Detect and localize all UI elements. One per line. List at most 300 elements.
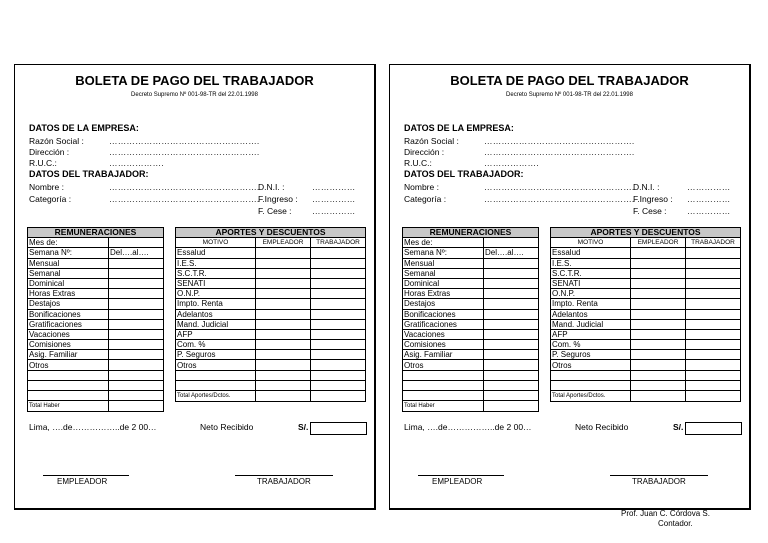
currency-label: S/. bbox=[673, 422, 684, 432]
concept-label: Comisiones bbox=[28, 340, 109, 350]
trabajador-cell[interactable] bbox=[686, 329, 741, 339]
motivo-label bbox=[551, 380, 631, 390]
table-row bbox=[403, 299, 539, 309]
table-row bbox=[176, 258, 366, 268]
cese-label: F. Cese : bbox=[633, 206, 667, 216]
concept-label: Horas Extras bbox=[403, 289, 484, 299]
trabajador-cell[interactable] bbox=[686, 299, 741, 309]
trabajador-cell[interactable] bbox=[311, 380, 366, 390]
motivo-label: SENATI bbox=[551, 278, 631, 288]
table-row bbox=[176, 268, 366, 278]
table-row bbox=[28, 360, 164, 370]
empleador-cell[interactable] bbox=[631, 278, 686, 288]
categoria-label: Categoría : bbox=[29, 194, 72, 204]
empleador-cell[interactable] bbox=[256, 299, 311, 309]
amount-cell[interactable] bbox=[109, 299, 164, 309]
total-haber-label: Total Haber bbox=[28, 401, 109, 412]
trabajador-cell[interactable] bbox=[311, 340, 366, 350]
concept-label: Otros bbox=[403, 360, 484, 370]
amount-cell[interactable] bbox=[109, 340, 164, 350]
amount-cell[interactable] bbox=[109, 380, 164, 390]
motivo-label bbox=[551, 370, 631, 380]
ruc-label: R.U.C.: bbox=[29, 158, 57, 168]
trabajador-cell[interactable] bbox=[686, 248, 741, 258]
amount-cell[interactable] bbox=[484, 268, 539, 278]
table-row bbox=[28, 391, 164, 401]
amount-cell[interactable] bbox=[484, 380, 539, 390]
table-row bbox=[176, 350, 366, 360]
ingreso-field[interactable]: …………… bbox=[312, 194, 356, 204]
motivo-label: Adelantos bbox=[551, 309, 631, 319]
accountant-name: Prof. Juan C. Córdova S. bbox=[621, 509, 710, 518]
table-row bbox=[403, 329, 539, 339]
total-haber-label: Total Haber bbox=[403, 401, 484, 412]
dni-label: D.N.I. : bbox=[633, 182, 660, 192]
table-row bbox=[551, 370, 741, 380]
remuneraciones-table bbox=[402, 227, 539, 412]
table-row bbox=[28, 248, 164, 258]
ruc-field[interactable]: ………………. bbox=[109, 158, 164, 168]
total-row bbox=[403, 401, 539, 412]
dni-field[interactable]: …………… bbox=[312, 182, 356, 192]
empleador-cell[interactable] bbox=[631, 370, 686, 380]
aportes-descuentos-table bbox=[175, 227, 366, 402]
concept-label bbox=[403, 380, 484, 390]
remuneraciones-header: REMUNERACIONES bbox=[28, 228, 164, 238]
motivo-label: AFP bbox=[176, 329, 256, 339]
table-row bbox=[403, 370, 539, 380]
trabajador-cell[interactable] bbox=[686, 360, 741, 370]
table-row bbox=[28, 350, 164, 360]
table-row bbox=[551, 360, 741, 370]
semana-value[interactable]: Del….al…. bbox=[484, 248, 539, 258]
amount-cell[interactable] bbox=[109, 258, 164, 268]
table-row bbox=[403, 360, 539, 370]
concept-label bbox=[28, 391, 109, 401]
motivo-label: Impto. Renta bbox=[551, 299, 631, 309]
table-row bbox=[176, 309, 366, 319]
decree-text: Decreto Supremo Nº 001-98-TR del 22.01.1998 bbox=[506, 92, 633, 98]
motivo-label bbox=[176, 370, 256, 380]
table-row bbox=[551, 329, 741, 339]
concept-label: Otros bbox=[28, 360, 109, 370]
empleador-cell[interactable] bbox=[256, 248, 311, 258]
motivo-label: SENATI bbox=[176, 278, 256, 288]
table-row bbox=[551, 248, 741, 258]
column-header-empleador: EMPLEADOR bbox=[256, 238, 311, 248]
trabajador-cell[interactable] bbox=[686, 380, 741, 390]
empleador-cell[interactable] bbox=[256, 329, 311, 339]
amount-cell[interactable] bbox=[109, 370, 164, 380]
empleador-cell[interactable] bbox=[631, 319, 686, 329]
ingreso-label: F.Ingreso : bbox=[258, 194, 298, 204]
empleador-cell[interactable] bbox=[631, 329, 686, 339]
table-header-row bbox=[28, 228, 164, 238]
amount-cell[interactable] bbox=[109, 329, 164, 339]
table-row bbox=[176, 340, 366, 350]
table-row bbox=[403, 289, 539, 299]
motivo-label: Essalud bbox=[176, 248, 256, 258]
column-header-motivo: MOTIVO bbox=[176, 238, 256, 248]
total-haber-cell[interactable] bbox=[109, 401, 164, 412]
table-row bbox=[28, 258, 164, 268]
nombre-label: Nombre : bbox=[29, 182, 64, 192]
table-row bbox=[28, 238, 164, 248]
table-row bbox=[551, 299, 741, 309]
company-heading: DATOS DE LA EMPRESA: bbox=[404, 123, 514, 133]
amount-cell[interactable] bbox=[484, 329, 539, 339]
amount-cell[interactable] bbox=[484, 258, 539, 268]
remuneraciones-table bbox=[27, 227, 164, 412]
table-row bbox=[551, 268, 741, 278]
trabajador-cell[interactable] bbox=[686, 278, 741, 288]
amount-cell[interactable] bbox=[484, 350, 539, 360]
table-row bbox=[176, 329, 366, 339]
motivo-label: Otros bbox=[551, 360, 631, 370]
concept-label: Horas Extras bbox=[28, 289, 109, 299]
table-header-row bbox=[403, 228, 539, 238]
amount-cell[interactable] bbox=[484, 340, 539, 350]
ruc-field[interactable]: ………………. bbox=[484, 158, 539, 168]
empleador-cell[interactable] bbox=[256, 319, 311, 329]
amount-cell[interactable] bbox=[484, 309, 539, 319]
pay-slip-left bbox=[14, 64, 376, 510]
table-row bbox=[176, 289, 366, 299]
table-row bbox=[403, 380, 539, 390]
empleador-cell[interactable] bbox=[631, 248, 686, 258]
column-header-row bbox=[551, 238, 741, 248]
motivo-label bbox=[176, 380, 256, 390]
amount-cell[interactable] bbox=[484, 319, 539, 329]
concept-label: Semanal bbox=[403, 268, 484, 278]
slip-title: BOLETA DE PAGO DEL TRABAJADOR bbox=[450, 73, 689, 88]
table-row bbox=[551, 350, 741, 360]
trabajador-cell[interactable] bbox=[311, 248, 366, 258]
motivo-label: Essalud bbox=[551, 248, 631, 258]
table-row bbox=[176, 319, 366, 329]
dni-field[interactable]: …………… bbox=[687, 182, 731, 192]
accountant-role: Contador. bbox=[658, 519, 693, 528]
motivo-label: Impto. Renta bbox=[176, 299, 256, 309]
table-row bbox=[551, 340, 741, 350]
nombre-label: Nombre : bbox=[404, 182, 439, 192]
lima-date-line: Lima, ….de……………..de 2 00… bbox=[29, 422, 157, 432]
table-row bbox=[176, 278, 366, 288]
motivo-label: S.C.T.R. bbox=[176, 268, 256, 278]
empleador-cell[interactable] bbox=[256, 268, 311, 278]
trabajador-cell[interactable] bbox=[311, 319, 366, 329]
motivo-label: O.N.P. bbox=[176, 289, 256, 299]
motivo-label: Mand. Judicial bbox=[551, 319, 631, 329]
table-row bbox=[403, 238, 539, 248]
neto-amount-box[interactable] bbox=[310, 422, 367, 435]
mes-field[interactable] bbox=[109, 238, 164, 248]
direccion-field[interactable]: ……………………………………………. bbox=[109, 147, 260, 157]
amount-cell[interactable] bbox=[109, 350, 164, 360]
motivo-label: Otros bbox=[176, 360, 256, 370]
signature-line-empleador bbox=[43, 475, 129, 476]
razon-social-field[interactable]: ……………………………………………. bbox=[484, 136, 635, 146]
table-row bbox=[551, 258, 741, 268]
table-row bbox=[551, 289, 741, 299]
motivo-label: I.E.S. bbox=[551, 258, 631, 268]
table-header-row bbox=[176, 228, 366, 238]
trabajador-cell[interactable] bbox=[686, 340, 741, 350]
dni-label: D.N.I. : bbox=[258, 182, 285, 192]
motivo-label: O.N.P. bbox=[551, 289, 631, 299]
concept-label: Bonificaciones bbox=[28, 309, 109, 319]
categoria-field[interactable]: ……………………………………………. bbox=[109, 194, 260, 204]
amount-cell[interactable] bbox=[484, 391, 539, 401]
table-row bbox=[28, 319, 164, 329]
nombre-field[interactable]: ……………………………………………. bbox=[484, 182, 635, 192]
ruc-label: R.U.C.: bbox=[404, 158, 432, 168]
aportes-descuentos-table bbox=[550, 227, 741, 402]
table-row bbox=[403, 309, 539, 319]
table-row bbox=[176, 380, 366, 390]
cese-label: F. Cese : bbox=[258, 206, 292, 216]
razon-social-label: Razón Social : bbox=[29, 136, 84, 146]
table-row bbox=[403, 268, 539, 278]
ingreso-label: F.Ingreso : bbox=[633, 194, 673, 204]
trabajador-cell[interactable] bbox=[311, 268, 366, 278]
empleador-cell[interactable] bbox=[256, 380, 311, 390]
table-row bbox=[403, 340, 539, 350]
motivo-label: Com. % bbox=[551, 340, 631, 350]
aportes-header: APORTES Y DESCUENTOS bbox=[176, 228, 366, 238]
empleador-signature-label: EMPLEADOR bbox=[432, 477, 483, 486]
trabajador-cell[interactable] bbox=[686, 268, 741, 278]
cese-field[interactable]: …………… bbox=[312, 206, 356, 216]
concept-label: Vacaciones bbox=[403, 329, 484, 339]
trabajador-cell[interactable] bbox=[311, 258, 366, 268]
amount-cell[interactable] bbox=[484, 360, 539, 370]
amount-cell[interactable] bbox=[484, 289, 539, 299]
trabajador-cell[interactable] bbox=[311, 289, 366, 299]
total-trabajador-cell[interactable] bbox=[686, 391, 741, 402]
aportes-header: APORTES Y DESCUENTOS bbox=[551, 228, 741, 238]
worker-heading: DATOS DEL TRABAJADOR: bbox=[29, 169, 149, 179]
table-row bbox=[403, 319, 539, 329]
trabajador-cell[interactable] bbox=[686, 370, 741, 380]
trabajador-cell[interactable] bbox=[311, 278, 366, 288]
table-row bbox=[176, 370, 366, 380]
empleador-cell[interactable] bbox=[631, 299, 686, 309]
column-header-trabajador: TRABAJADOR bbox=[686, 238, 741, 248]
currency-label: S/. bbox=[298, 422, 309, 432]
concept-label: Dominical bbox=[403, 278, 484, 288]
neto-amount-box[interactable] bbox=[685, 422, 742, 435]
empleador-cell[interactable] bbox=[256, 360, 311, 370]
nombre-field[interactable]: ……………………………………………. bbox=[109, 182, 260, 192]
mes-field[interactable] bbox=[484, 238, 539, 248]
amount-cell[interactable] bbox=[109, 278, 164, 288]
decree-text: Decreto Supremo Nº 001-98-TR del 22.01.1998 bbox=[131, 92, 258, 98]
motivo-label: P. Seguros bbox=[551, 350, 631, 360]
motivo-label: Adelantos bbox=[176, 309, 256, 319]
table-row bbox=[403, 391, 539, 401]
trabajador-signature-label: TRABAJADOR bbox=[632, 477, 686, 486]
trabajador-cell[interactable] bbox=[686, 258, 741, 268]
total-row bbox=[28, 401, 164, 412]
motivo-label: AFP bbox=[551, 329, 631, 339]
total-haber-cell[interactable] bbox=[484, 401, 539, 412]
remuneraciones-header: REMUNERACIONES bbox=[403, 228, 539, 238]
empleador-cell[interactable] bbox=[631, 309, 686, 319]
amount-cell[interactable] bbox=[109, 319, 164, 329]
concept-label: Mensual bbox=[28, 258, 109, 268]
table-row bbox=[551, 278, 741, 288]
trabajador-cell[interactable] bbox=[686, 309, 741, 319]
concept-label: Bonificaciones bbox=[403, 309, 484, 319]
amount-cell[interactable] bbox=[484, 299, 539, 309]
pay-slip-right bbox=[389, 64, 751, 510]
trabajador-cell[interactable] bbox=[311, 329, 366, 339]
trabajador-cell[interactable] bbox=[686, 350, 741, 360]
concept-label bbox=[28, 380, 109, 390]
categoria-label: Categoría : bbox=[404, 194, 447, 204]
empleador-cell[interactable] bbox=[631, 289, 686, 299]
signature-line-trabajador bbox=[610, 475, 708, 476]
empleador-cell[interactable] bbox=[631, 350, 686, 360]
concept-label: Mensual bbox=[403, 258, 484, 268]
empleador-cell[interactable] bbox=[631, 360, 686, 370]
trabajador-cell[interactable] bbox=[311, 360, 366, 370]
concept-label: Asig. Familiar bbox=[403, 350, 484, 360]
empleador-cell[interactable] bbox=[631, 258, 686, 268]
company-heading: DATOS DE LA EMPRESA: bbox=[29, 123, 139, 133]
column-header-empleador: EMPLEADOR bbox=[631, 238, 686, 248]
motivo-label: P. Seguros bbox=[176, 350, 256, 360]
concept-label: Comisiones bbox=[403, 340, 484, 350]
concept-label: Gratificaciones bbox=[28, 319, 109, 329]
empleador-cell[interactable] bbox=[631, 340, 686, 350]
empleador-cell[interactable] bbox=[256, 258, 311, 268]
table-row bbox=[176, 360, 366, 370]
neto-recibido-label: Neto Recibido bbox=[200, 422, 254, 432]
cese-field[interactable]: …………… bbox=[687, 206, 731, 216]
empleador-cell[interactable] bbox=[631, 268, 686, 278]
amount-cell[interactable] bbox=[109, 391, 164, 401]
trabajador-cell[interactable] bbox=[311, 350, 366, 360]
total-trabajador-cell[interactable] bbox=[311, 391, 366, 402]
motivo-label: I.E.S. bbox=[176, 258, 256, 268]
empleador-signature-label: EMPLEADOR bbox=[57, 477, 108, 486]
empleador-cell[interactable] bbox=[631, 380, 686, 390]
empleador-cell[interactable] bbox=[256, 350, 311, 360]
table-row bbox=[28, 329, 164, 339]
table-row bbox=[403, 248, 539, 258]
table-row bbox=[551, 380, 741, 390]
table-header-row bbox=[551, 228, 741, 238]
table-row bbox=[176, 299, 366, 309]
trabajador-cell[interactable] bbox=[311, 309, 366, 319]
empleador-cell[interactable] bbox=[256, 340, 311, 350]
column-header-trabajador: TRABAJADOR bbox=[311, 238, 366, 248]
motivo-label: Com. % bbox=[176, 340, 256, 350]
trabajador-cell[interactable] bbox=[311, 370, 366, 380]
semana-label: Semana Nº: bbox=[403, 248, 484, 258]
motivo-label: Mand. Judicial bbox=[176, 319, 256, 329]
table-row bbox=[403, 258, 539, 268]
concept-label: Dominical bbox=[28, 278, 109, 288]
signature-line-empleador bbox=[418, 475, 504, 476]
direccion-label: Dirección : bbox=[404, 147, 445, 157]
table-row bbox=[176, 248, 366, 258]
column-header-motivo: MOTIVO bbox=[551, 238, 631, 248]
neto-recibido-label: Neto Recibido bbox=[575, 422, 629, 432]
semana-value[interactable]: Del….al…. bbox=[109, 248, 164, 258]
total-empleador-cell[interactable] bbox=[631, 391, 686, 402]
table-row bbox=[28, 278, 164, 288]
ingreso-field[interactable]: …………… bbox=[687, 194, 731, 204]
motivo-label: S.C.T.R. bbox=[551, 268, 631, 278]
total-aportes-label: Total Aportes/Dctos. bbox=[176, 391, 256, 402]
amount-cell[interactable] bbox=[484, 278, 539, 288]
total-empleador-cell[interactable] bbox=[256, 391, 311, 402]
concept-label: Asig. Familiar bbox=[28, 350, 109, 360]
table-row bbox=[28, 309, 164, 319]
mes-label: Mes de: bbox=[28, 238, 109, 248]
empleador-cell[interactable] bbox=[256, 278, 311, 288]
amount-cell[interactable] bbox=[109, 289, 164, 299]
total-row bbox=[551, 391, 741, 402]
semana-label: Semana Nº: bbox=[28, 248, 109, 258]
empleador-cell[interactable] bbox=[256, 289, 311, 299]
amount-cell[interactable] bbox=[109, 309, 164, 319]
total-aportes-label: Total Aportes/Dctos. bbox=[551, 391, 631, 402]
total-row bbox=[176, 391, 366, 402]
trabajador-cell[interactable] bbox=[686, 319, 741, 329]
empleador-cell[interactable] bbox=[256, 309, 311, 319]
direccion-field[interactable]: ……………………………………………. bbox=[484, 147, 635, 157]
trabajador-signature-label: TRABAJADOR bbox=[257, 477, 311, 486]
table-row bbox=[28, 380, 164, 390]
amount-cell[interactable] bbox=[484, 370, 539, 380]
lima-date-line: Lima, ….de……………..de 2 00… bbox=[404, 422, 532, 432]
concept-label bbox=[403, 370, 484, 380]
direccion-label: Dirección : bbox=[29, 147, 70, 157]
concept-label: Gratificaciones bbox=[403, 319, 484, 329]
concept-label: Vacaciones bbox=[28, 329, 109, 339]
razon-social-field[interactable]: ……………………………………………. bbox=[109, 136, 260, 146]
trabajador-cell[interactable] bbox=[311, 299, 366, 309]
column-header-row bbox=[176, 238, 366, 248]
signature-line-trabajador bbox=[235, 475, 333, 476]
concept-label: Destajos bbox=[28, 299, 109, 309]
trabajador-cell[interactable] bbox=[686, 289, 741, 299]
slip-title: BOLETA DE PAGO DEL TRABAJADOR bbox=[75, 73, 314, 88]
amount-cell[interactable] bbox=[109, 360, 164, 370]
table-row bbox=[551, 309, 741, 319]
table-row bbox=[403, 350, 539, 360]
concept-label bbox=[28, 370, 109, 380]
concept-label: Destajos bbox=[403, 299, 484, 309]
concept-label bbox=[403, 391, 484, 401]
table-row bbox=[28, 299, 164, 309]
categoria-field[interactable]: ……………………………………………. bbox=[484, 194, 635, 204]
table-row bbox=[28, 340, 164, 350]
empleador-cell[interactable] bbox=[256, 370, 311, 380]
table-row bbox=[28, 370, 164, 380]
table-row bbox=[551, 319, 741, 329]
concept-label: Semanal bbox=[28, 268, 109, 278]
razon-social-label: Razón Social : bbox=[404, 136, 459, 146]
amount-cell[interactable] bbox=[109, 268, 164, 278]
worker-heading: DATOS DEL TRABAJADOR: bbox=[404, 169, 524, 179]
table-row bbox=[28, 268, 164, 278]
mes-label: Mes de: bbox=[403, 238, 484, 248]
